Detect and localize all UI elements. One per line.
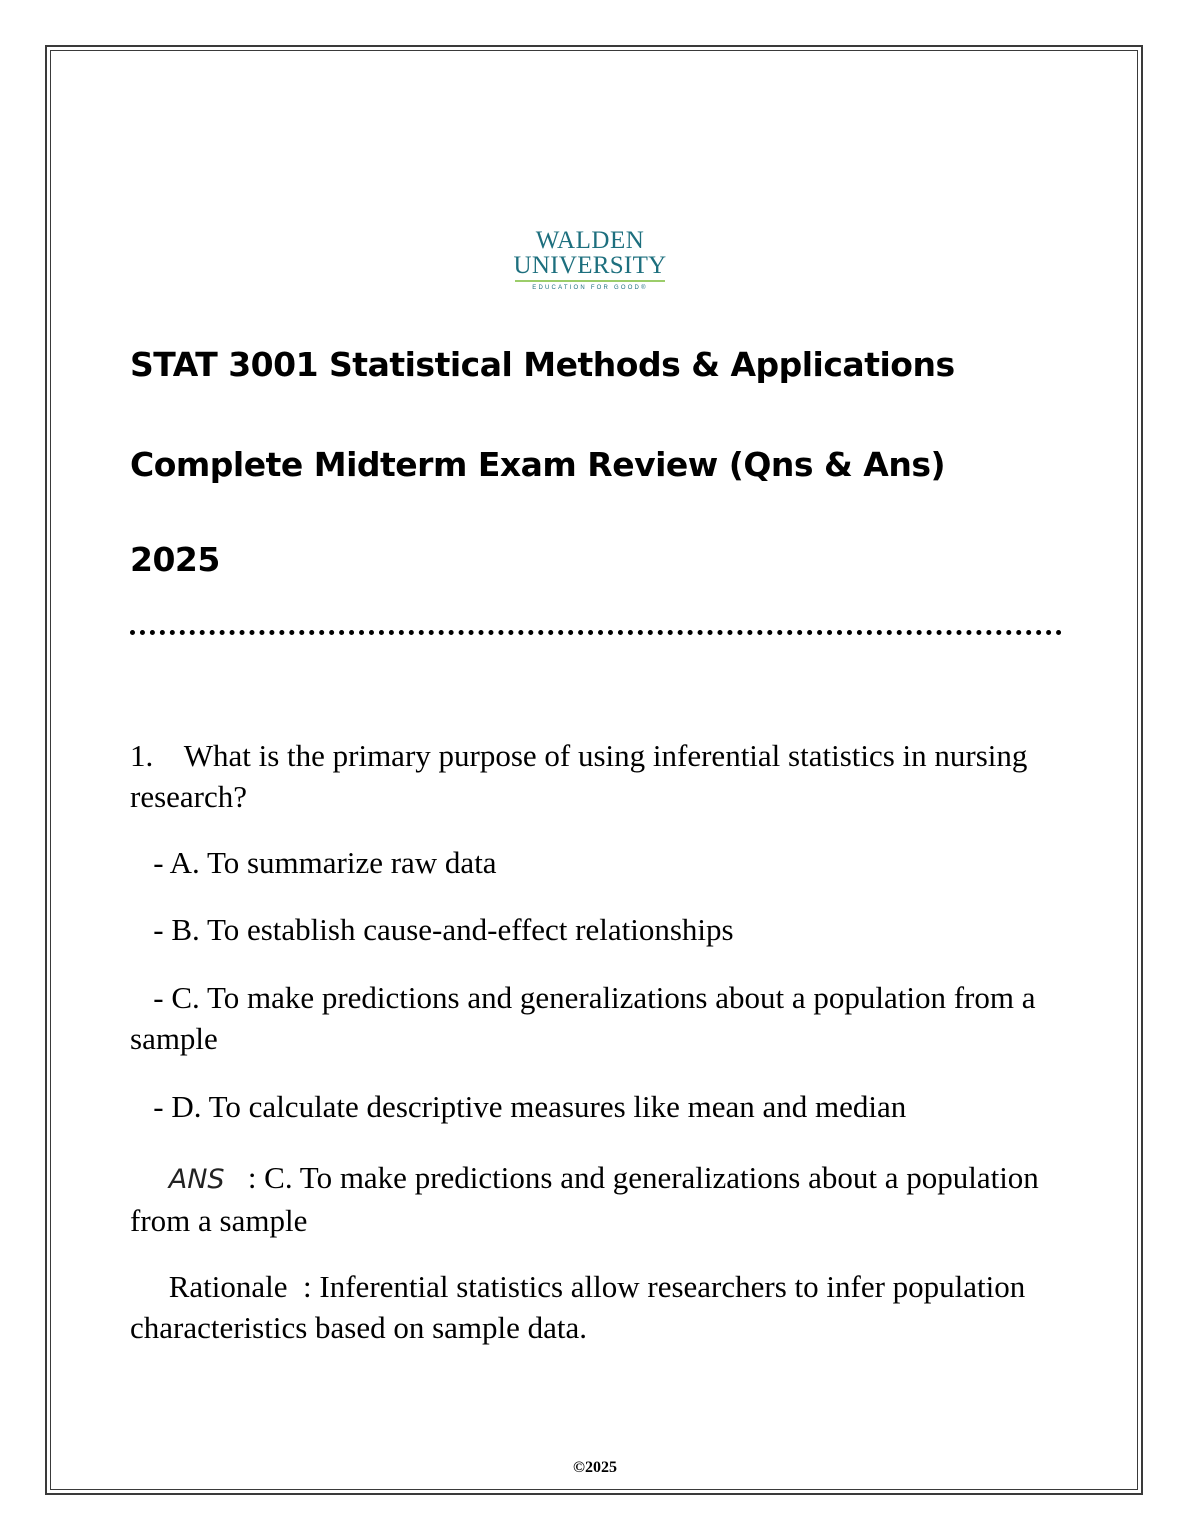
option-a-text: - A. To summarize raw data: [153, 845, 497, 880]
rationale: [130, 1266, 1065, 1348]
option-d-text: - D. To calculate descriptive measures like mean and median: [153, 1089, 907, 1124]
rationale-label: Rationale: [168, 1269, 288, 1304]
logo-line-walden: WALDEN: [535, 227, 645, 254]
option-b-text: - B. To establish cause-and-effect relationships: [153, 912, 734, 947]
dotted-divider: [130, 630, 1062, 635]
question-number: 1.: [130, 738, 154, 773]
document-title-course: STAT 3001 Statistical Methods & Applications: [130, 345, 955, 384]
answer-label: ANS: [168, 1164, 225, 1195]
option-a: [130, 842, 1065, 883]
answer-text: : C. To make predictions and generalizations about a population from a sample: [130, 1160, 1039, 1238]
answer: [130, 1157, 1065, 1241]
logo-divider: [515, 280, 665, 282]
option-c-text: - C. To make predictions and generalizations about a population from a sample: [130, 980, 1036, 1056]
option-d: [130, 1086, 1065, 1127]
logo-tagline: EDUCATION FOR GOOD®: [532, 285, 648, 291]
rationale-text: : Inferential statistics allow researchers to infer population characteristics based on sample data.: [130, 1269, 1026, 1345]
question-1: [130, 735, 1065, 817]
option-b: [130, 909, 1065, 950]
document-title-year: 2025: [130, 540, 220, 579]
walden-university-logo: [505, 228, 675, 292]
question-text: What is the primary purpose of using inferential statistics in nursing research?: [130, 738, 1028, 814]
logo-line-university: UNIVERSITY: [513, 252, 667, 279]
document-title-review: Complete Midterm Exam Review (Qns & Ans): [130, 445, 946, 484]
copyright-footer: ©2025: [573, 1459, 617, 1476]
option-c: [130, 977, 1065, 1059]
